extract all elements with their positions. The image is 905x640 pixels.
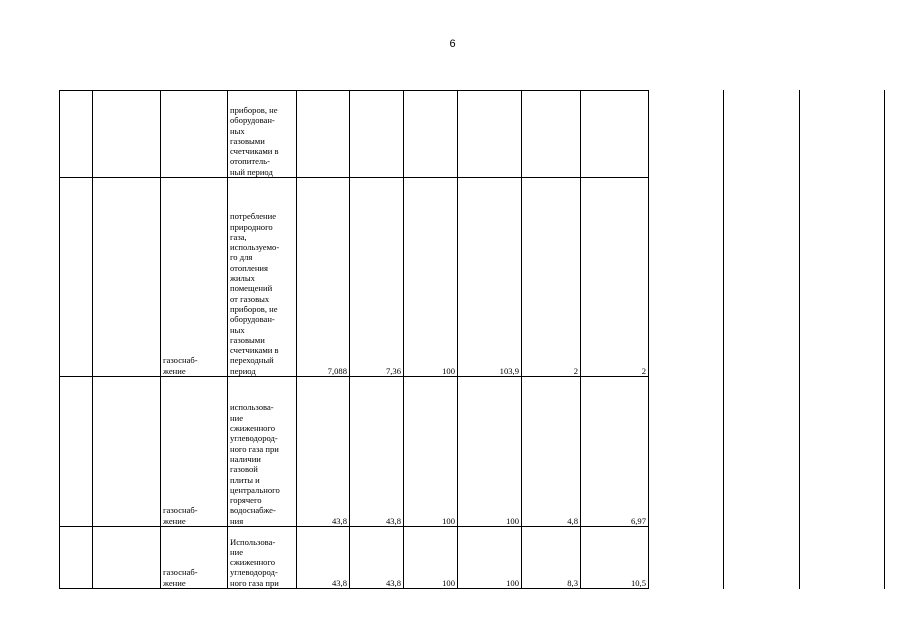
service-cell: газоснаб- жение <box>161 178 228 377</box>
empty-cell <box>60 178 93 377</box>
service-cell: газоснаб- жение <box>161 527 228 589</box>
value-cell <box>404 91 458 178</box>
continuation-columns <box>648 90 885 589</box>
value-cell <box>297 91 350 178</box>
value-cell: 100 <box>404 527 458 589</box>
value-cell: 2 <box>522 178 581 377</box>
page-number: 6 <box>449 38 456 50</box>
column-divider <box>799 90 800 589</box>
value-cell: 43,8 <box>350 527 404 589</box>
value-cell: 2 <box>581 178 649 377</box>
table-row <box>60 178 649 377</box>
description-cell: использова- ние сжиженного углеводород- ного газа при наличии газовой плиты и центрального горячего водоснабже- ния <box>228 377 297 527</box>
value-cell: 7,088 <box>297 178 350 377</box>
empty-cell <box>93 178 161 377</box>
description-cell: потребление природного газа, используемо- го для отопления жилых помещений от газовых приборов, не оборудован- ных газовыми счетчиками в переходный период <box>228 178 297 377</box>
tariff-table <box>59 90 649 589</box>
value-cell: 4,8 <box>522 377 581 527</box>
empty-cell <box>60 377 93 527</box>
table-row <box>60 527 649 589</box>
value-cell <box>522 91 581 178</box>
value-cell <box>581 91 649 178</box>
empty-cell <box>93 377 161 527</box>
empty-cell <box>93 527 161 589</box>
value-cell: 7,36 <box>350 178 404 377</box>
table-row <box>60 377 649 527</box>
value-cell: 100 <box>458 527 522 589</box>
value-cell <box>458 91 522 178</box>
empty-cell <box>60 91 93 178</box>
value-cell <box>350 91 404 178</box>
value-cell: 100 <box>404 377 458 527</box>
value-cell: 100 <box>404 178 458 377</box>
column-divider <box>723 90 724 589</box>
table-row <box>60 91 649 178</box>
value-cell: 43,8 <box>297 527 350 589</box>
value-cell: 8,3 <box>522 527 581 589</box>
description-cell: Использова- ние сжиженного углеводород- ного газа при <box>228 527 297 589</box>
value-cell: 10,5 <box>581 527 649 589</box>
value-cell: 6,97 <box>581 377 649 527</box>
empty-cell <box>60 527 93 589</box>
value-cell: 43,8 <box>297 377 350 527</box>
value-cell: 100 <box>458 377 522 527</box>
description-cell: приборов, не оборудован- ных газовыми счетчиками в отопитель- ный период <box>228 91 297 178</box>
service-cell: газоснаб- жение <box>161 377 228 527</box>
value-cell: 43,8 <box>350 377 404 527</box>
empty-cell <box>93 91 161 178</box>
value-cell: 103,9 <box>458 178 522 377</box>
service-cell <box>161 91 228 178</box>
